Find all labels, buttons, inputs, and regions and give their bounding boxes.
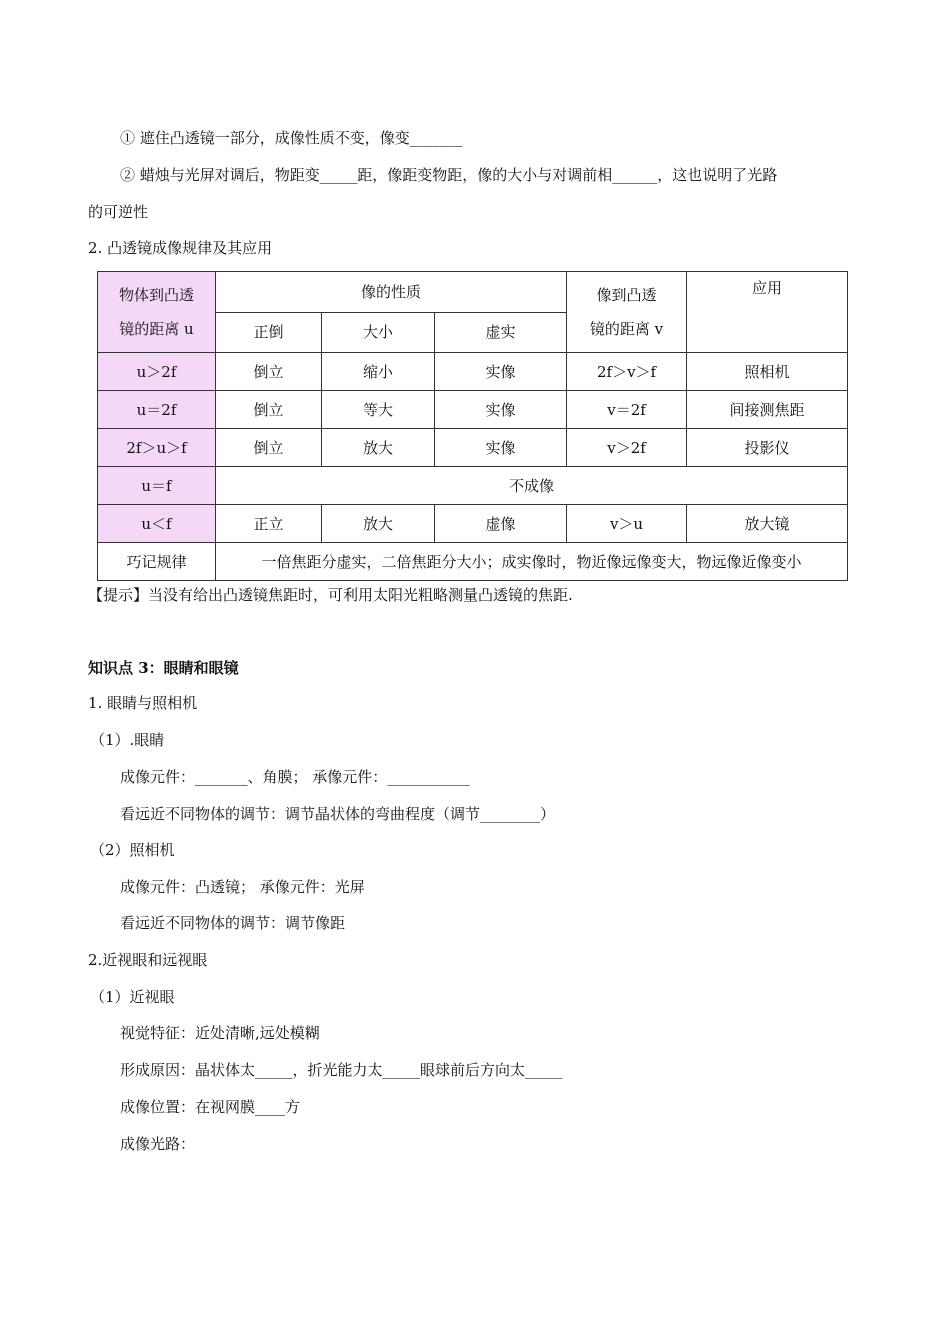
header-image-nature: 像的性质 [216,272,567,313]
header-object-distance: 物体到凸透 镜的距离 u [98,272,216,353]
table-row: u＞2f 倒立 缩小 实像 2f＞v＞f 照相机 [98,353,848,391]
eye-adjustment: 看远近不同物体的调节：调节晶状体的弯曲程度（调节________） [120,805,556,823]
eye-heading: （1）.眼睛 [90,731,165,749]
header-orientation: 正倒 [216,312,322,353]
myopia-light-path: 成像光路： [120,1135,196,1153]
myopia-heading: （1）近视眼 [90,988,175,1006]
header-application: 应用 [687,272,848,353]
header-size: 大小 [322,312,435,353]
header-image-distance: 像到凸透 镜的距离 v [567,272,687,353]
memory-label: 巧记规律 [98,543,216,581]
table-row: u＜f 正立 放大 虚像 v＞u 放大镜 [98,505,848,543]
memory-text: 一倍焦距分虚实，二倍焦距分大小；成实像时，物近像远像变大，物远像近像变小 [216,543,848,581]
eye-camera-heading: 1. 眼睛与照相机 [88,694,198,712]
table-row: u＝2f 倒立 等大 实像 v＝2f 间接测焦距 [98,391,848,429]
tip-text: 【提示】当没有给出凸透镜焦距时，可利用太阳光粗略测量凸透镜的焦距. [88,586,573,604]
table-row: u＝f 不成像 [98,467,848,505]
myopia-position: 成像位置：在视网膜____方 [120,1098,301,1116]
camera-elements: 成像元件：凸透镜； 承像元件：光屏 [120,878,365,896]
myopia-feature: 视觉特征：近处清晰,远处模糊 [120,1024,320,1042]
myopia-cause: 形成原因：晶状体太_____，折光能力太_____眼球前后方向太_____ [120,1061,563,1079]
camera-adjustment: 看远近不同物体的调节：调节像距 [120,914,346,932]
header-real-virtual: 虚实 [435,312,567,353]
intro-item-2-continued: 的可逆性 [88,203,149,221]
camera-heading: （2）照相机 [90,841,175,859]
intro-item-1: ① 遮住凸透镜一部分，成像性质不变，像变_______ [120,129,463,147]
myopia-hyperopia-heading: 2.近视眼和远视眼 [88,951,208,969]
table-row: 2f＞u＞f 倒立 放大 实像 v＞2f 投影仪 [98,429,848,467]
section-3-title: 知识点 3：眼睛和眼镜 [88,659,239,677]
intro-item-2: ② 蜡烛与光屏对调后，物距变_____距，像距变物距，像的大小与对调前相______，这也说明了光路 [120,166,778,184]
table-row-memory [98,543,848,581]
lens-imaging-rules-table [97,271,848,581]
eye-elements: 成像元件：_______、角膜； 承像元件：___________ [120,768,470,786]
section-2-heading: 2. 凸透镜成像规律及其应用 [88,239,273,257]
